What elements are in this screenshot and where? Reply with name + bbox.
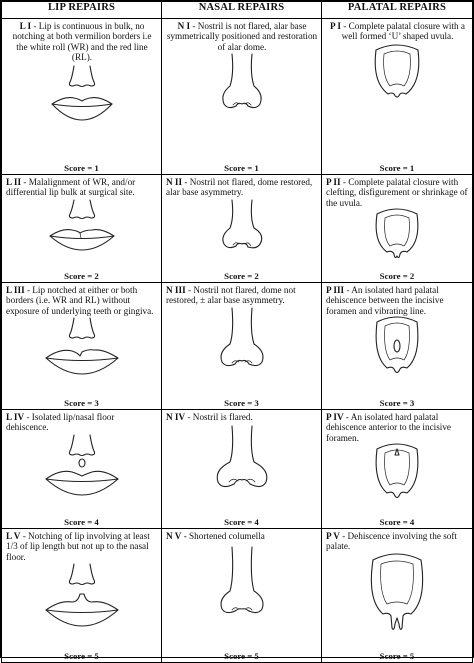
palatal-description: - Complete palatal closure with clefting, disfigurement or shrinkage of the uvula. (326, 177, 468, 208)
nasal-code: N III (166, 285, 186, 295)
lip-cell-4 (2, 410, 162, 529)
nasal-code: N I (177, 21, 191, 31)
lip-code: L V (6, 531, 21, 541)
lip-score: Score = 4 (64, 517, 99, 527)
nasal-description: - Shortened columella (181, 531, 265, 541)
palatal-score: Score = 5 (379, 651, 415, 661)
lip-deep-notch-icon (38, 562, 126, 630)
lip-description: - Lip notched at either or both borders (i.e. WR and RL) without exposure of underlying teeth or gingiva. (6, 285, 154, 316)
palate-anterior-dehiscence-icon (367, 443, 427, 505)
nasal-score: Score = 2 (224, 271, 259, 281)
nasal-cell-4 (162, 410, 322, 529)
palatal-description: - Dehiscence involving the soft palate. (326, 531, 457, 552)
lip-description: - Lip is continuous in bulk, no notching at both vermilion borders i.e the white roll (WR) and the red line (RL). (12, 21, 152, 62)
palate-hard-dehiscence-icon (365, 316, 429, 380)
lip-cell-5 (2, 529, 162, 663)
palatal-code: P II (326, 177, 341, 187)
lip-cell-3 (2, 283, 162, 410)
nasal-code: N V (166, 531, 182, 541)
nasal-repairs-header: NASAL REPAIRS (162, 2, 322, 19)
palatal-description: - An isolated hard palatal dehiscence anterior to the incisive foramen. (326, 412, 452, 443)
lip-score: Score = 5 (64, 651, 99, 661)
grade-row-1 (2, 19, 473, 175)
lip-code: L III (6, 285, 25, 295)
lip-malaligned-icon (40, 198, 124, 254)
palatal-cell-2 (322, 175, 473, 283)
lip-description: - Notching of lip involving at least 1/3 of lip length but not up to the nasal floor. (6, 531, 150, 562)
lip-description: - Malalignment of WR, and/or differential lip bulk at surgical site. (6, 177, 136, 198)
lip-code: L IV (6, 412, 25, 422)
nasal-cell-5 (162, 529, 322, 663)
lip-cell-2 (2, 175, 162, 283)
palatal-description: - Complete palatal closure with a well formed ‘U’ shaped uvula. (340, 21, 465, 42)
header-row (2, 2, 473, 19)
nose-short-columella-icon (202, 541, 282, 627)
palatal-code: P III (326, 285, 345, 295)
palatal-score: Score = 4 (379, 517, 415, 527)
palatal-cell-1 (322, 19, 473, 175)
nose-dome-not-restored-icon (202, 306, 282, 378)
palatal-score: Score = 2 (379, 271, 415, 281)
nose-alar-asymmetry-icon (204, 198, 280, 258)
palatal-repairs-header: PALATAL REPAIRS (322, 2, 473, 19)
nasal-code: N II (166, 177, 183, 187)
grade-row-3 (2, 283, 473, 410)
lip-nasal-floor-dehiscence-icon (38, 433, 126, 499)
cleft-repair-scoring-table (1, 1, 473, 663)
nasal-score: Score = 1 (224, 163, 259, 173)
lip-description: - Isolated lip/nasal floor dehiscence. (6, 412, 115, 433)
nasal-code: N IV (166, 412, 186, 422)
palatal-description: - An isolated hard palatal dehiscence between the incisive foramen and vibrating line. (326, 285, 444, 316)
lip-code: L I (19, 21, 32, 31)
nasal-score: Score = 4 (224, 517, 259, 527)
nose-intact-icon (202, 52, 282, 120)
nasal-description: - Nostril not flared, dome restored, alar base asymmetry. (166, 177, 313, 198)
lip-notched-icon (38, 316, 126, 378)
palatal-score: Score = 3 (379, 398, 415, 408)
nasal-cell-2 (162, 175, 322, 283)
nasal-description: - Nostril is flared. (185, 412, 253, 422)
lip-score: Score = 1 (64, 163, 99, 173)
nasal-cell-1 (162, 19, 322, 175)
lip-score: Score = 2 (64, 271, 99, 281)
palatal-code: P I (330, 21, 341, 31)
lip-score: Score = 3 (64, 398, 99, 408)
palatal-score: Score = 1 (379, 163, 415, 173)
nasal-description: - Nostril is not flared, alar base symmetrically positioned and restoration of alar dome. (166, 21, 318, 52)
palate-intact-icon (362, 42, 432, 104)
nose-flared-icon (202, 422, 282, 498)
palatal-cell-4 (322, 410, 473, 529)
lip-code: L II (6, 177, 22, 187)
palatal-code: P IV (326, 412, 344, 422)
palatal-cell-3 (322, 283, 473, 410)
lip-cell-1 (2, 19, 162, 175)
nasal-score: Score = 5 (224, 651, 259, 661)
palate-cleft-uvula-icon (365, 208, 429, 264)
nasal-score: Score = 3 (224, 398, 259, 408)
nasal-cell-3 (162, 283, 322, 410)
lip-repairs-header: LIP REPAIRS (2, 2, 162, 19)
palate-soft-dehiscence-icon (361, 552, 433, 634)
grade-row-4 (2, 410, 473, 529)
grade-row-5 (2, 529, 473, 663)
palatal-cell-5 (322, 529, 473, 663)
lip-intact-icon (42, 62, 122, 124)
grade-row-2 (2, 175, 473, 283)
nasal-description: - Nostril not flared, dome not restored, ± alar base asymmetry. (166, 285, 296, 306)
palatal-code: P V (326, 531, 340, 541)
